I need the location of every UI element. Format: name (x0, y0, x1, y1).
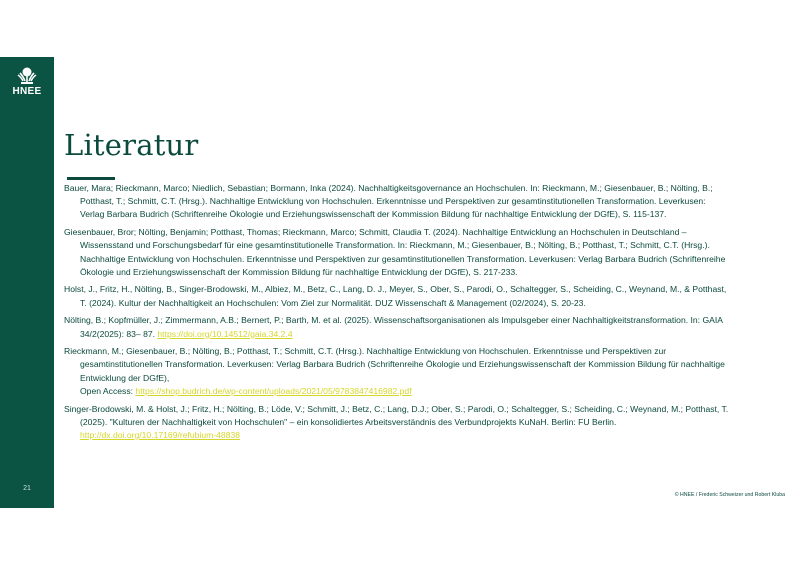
page-title: Literatur (64, 128, 199, 162)
open-access-link[interactable]: https://shop.budrich.de/wp-content/uploads/2021/05/9783847416982.pdf (135, 385, 412, 396)
open-access-label: Open Access: (80, 385, 136, 396)
reference-text: Rieckmann, M.; Giesenbauer, B.; Nölting, B.; Potthast, T.; Schmitt, C.T. (Hrsg.). Nachhaltige Entwicklung von Hochschulen. Erkenntnisse und Perspektiven zur gesamtinstitutionellen Transformation. Leverkusen: Verlag Barbara Budrich (Schriftenreihe Ökologie und Erziehungswissenschaft der Kommission Bildung für nachhaltige Entwicklung der DGfE), (64, 346, 725, 383)
reference-item (64, 182, 729, 222)
hnee-logo (0, 67, 54, 97)
reference-item (64, 283, 729, 309)
reference-item (64, 345, 729, 398)
tree-logo-icon (16, 67, 38, 85)
reference-text: Holst, J., Fritz, H., Nölting, B., Singer-Brodowski, M., Albiez, M., Betz, C., Lang, D. J., Meyer, S., Ober, S., Parodi, O., Schaltegger, S., Scheiding, C., Weynand, M., & Potthast, T. (2024). Kultur der Nachhaltigkeit an Hochschulen: Vom Ziel zur Normalität. DUZ Wissenschaft & Management (02/2024), S. 20-23. (64, 284, 727, 308)
logo-text: HNEE (12, 86, 42, 97)
reference-list (64, 182, 729, 447)
sidebar (0, 57, 54, 508)
reference-text: Nölting, B.; Kopfmüller, J.; Zimmermann, A.B.; Bernert, P.; Barth, M. et al. (2025). Wissenschaftsorganisationen als Impulsgeber einer Nachhaltigkeitstransformation. In: GAIA 34/2(2025): 83– 87. (64, 315, 723, 339)
reference-text: Giesenbauer, Bror; Nölting, Benjamin; Potthast, Thomas; Rieckmann, Marco; Schmitt, Claudia T. (2024). Nachhaltige Entwicklung an Hochschulen in Deutschland – Wissensstand und Forschungsbedarf für eine gesamtinstitutionelle Transformation. In: Rieckmann, M.; Giesenbauer, B.; Nölting, B.; Potthast, T.; Schmitt, C.T. (Hrsg.). Nachhaltige Entwicklung von Hochschulen. Erkenntnisse und Perspektiven zur gesamtinstitutionellen Transformation. Leverkusen: Verlag Barbara Budrich (Schriftenreihe Ökologie und Erziehungswissenschaft der Kommission Bildung für nachhaltige Entwicklung der DGfE), S. 217-233. (64, 227, 726, 277)
doi-link[interactable]: https://doi.org/10.14512/gaia.34.2.4 (157, 328, 293, 339)
reference-item (64, 314, 729, 340)
reference-item (64, 226, 729, 279)
footer-credit: © HNEE / Frederic Schweizer und Robert Kluba (674, 492, 785, 498)
reference-item (64, 403, 729, 443)
reference-text: Bauer, Mara; Rieckmann, Marco; Niedlich, Sebastian; Bormann, Inka (2024). Nachhaltigkeitsgovernance an Hochschulen. In: Rieckmann, M.; Giesenbauer, B.; Nölting, B.; Potthast, T.; Schmitt, C.T. (Hrsg.). Nachhaltige Entwicklung von Hochschulen. Erkenntnisse und Perspektiven zur gesamtinstitutionellen Transformation. Leverkusen: Verlag Barbara Budrich (Schriftenreihe Ökologie und Erziehungswissenschaft der Kommission Bildung für nachhaltige Entwicklung der DGfE), S. 115-137. (64, 183, 713, 220)
reference-text: Singer-Brodowski, M. & Holst, J.; Fritz, H.; Nölting, B.; Löde, V.; Schmitt, J.; Betz, C.; Lang, D.J.; Ober, S.; Parodi, O.; Schaltegger, S.; Scheiding, C.; Weynand, M.; Potthast, T. (2025). "Kulturen der Nachhaltigkeit von Hochschulen" – ein konsolidiertes Arbeitsverständnis des Verbundprojekts KuNaH. Berlin: FU Berlin. (64, 403, 729, 427)
doi-link[interactable]: http://dx.doi.org/10.17169/refubium-48838 (80, 429, 241, 440)
page-number: 21 (23, 485, 31, 492)
title-underline (67, 177, 115, 180)
